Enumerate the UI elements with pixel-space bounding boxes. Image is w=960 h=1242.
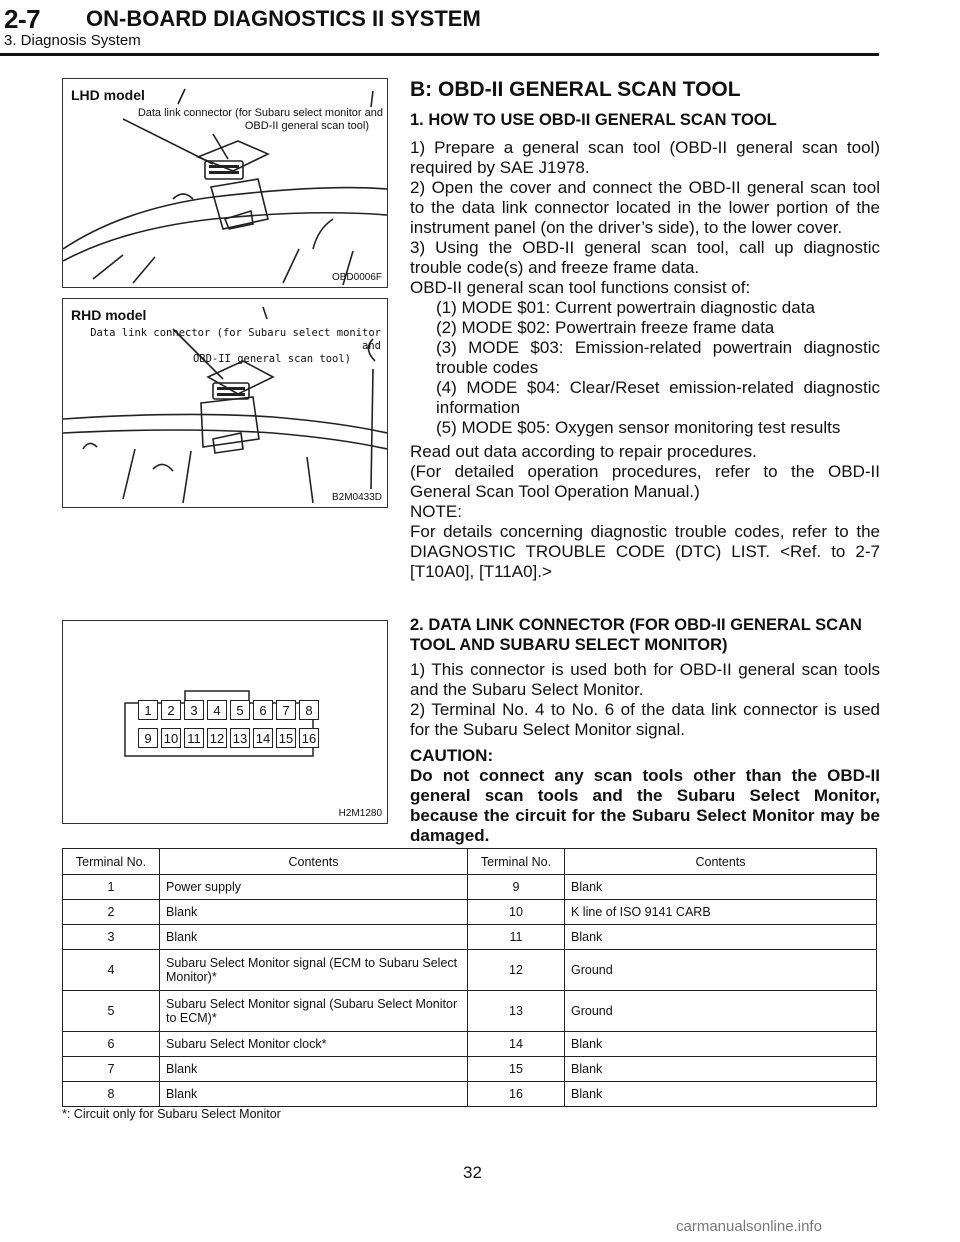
terminal-table [62, 848, 877, 1107]
terminal-number-cell: 12 [468, 950, 565, 991]
dlc-step-1: 1) This connector is used both for OBD-II general scan tools and the Subaru Select Monitor. [410, 660, 880, 699]
terminal-number-cell: 7 [63, 1057, 160, 1082]
page-title: ON-BOARD DIAGNOSTICS II SYSTEM [86, 6, 481, 31]
connector-pin: 7 [276, 700, 296, 720]
header-contents: Contents [160, 849, 468, 875]
contents-cell: Subaru Select Monitor signal (ECM to Subaru Select Monitor)* [160, 950, 468, 991]
table-row [63, 950, 877, 991]
table-row [63, 1082, 877, 1107]
contents-cell: Subaru Select Monitor clock* [160, 1032, 468, 1057]
note-label: NOTE: [410, 502, 462, 521]
header-rule [0, 53, 879, 56]
terminal-number-cell: 2 [63, 900, 160, 925]
connector-pin: 11 [184, 728, 204, 748]
contents-cell: Blank [565, 1082, 877, 1107]
contents-cell: Blank [160, 1082, 468, 1107]
table-row [63, 991, 877, 1032]
lhd-caption-line1: Data link connector (for Subaru select monitor and [137, 107, 383, 119]
detail-text: (For detailed operation procedures, refer to the OBD-II General Scan Tool Operation Manual.) [410, 462, 880, 501]
table-row [63, 875, 877, 900]
lhd-caption [83, 107, 383, 133]
lhd-model-label: LHD model [71, 87, 145, 103]
caution-label: CAUTION: [410, 746, 494, 765]
header-terminal-no: Terminal No. [468, 849, 565, 875]
connector-pin: 5 [230, 700, 250, 720]
terminal-number-cell: 14 [468, 1032, 565, 1057]
table-row [63, 1057, 877, 1082]
connector-pin: 16 [299, 728, 319, 748]
connector-pin: 8 [299, 700, 319, 720]
terminal-number-cell: 1 [63, 875, 160, 900]
contents-cell: Power supply [160, 875, 468, 900]
section-number: 2-7 [4, 4, 41, 34]
connector-pin: 9 [138, 728, 158, 748]
contents-cell: Subaru Select Monitor signal (Subaru Select Monitor to ECM)* [160, 991, 468, 1032]
rhd-caption-line1: Data link connector (for Subaru select monitor and [90, 327, 381, 352]
page-number: 32 [463, 1163, 482, 1182]
terminal-number-cell: 6 [63, 1032, 160, 1057]
contents-cell: Ground [565, 950, 877, 991]
contents-cell: Blank [565, 1032, 877, 1057]
functions-intro: OBD-II general scan tool functions consist of: [410, 278, 751, 297]
table-footnote: *: Circuit only for Subaru Select Monitor [62, 1107, 281, 1121]
table-row [63, 900, 877, 925]
terminal-number-cell: 16 [468, 1082, 565, 1107]
terminal-number-cell: 13 [468, 991, 565, 1032]
mode-item: (4) MODE $04: Clear/Reset emission-related diagnostic information [436, 378, 880, 417]
lhd-caption-line2: OBD-II general scan tool) [244, 120, 369, 132]
contents-cell: Blank [160, 900, 468, 925]
connector-pin: 15 [276, 728, 296, 748]
connector-figure-id: H2M1280 [338, 808, 382, 819]
rhd-model-label: RHD model [71, 307, 147, 323]
connector-pin: 13 [230, 728, 250, 748]
dlc-body [410, 660, 880, 846]
terminal-number-cell: 11 [468, 925, 565, 950]
lhd-figure-id: OBD0006F [331, 272, 382, 283]
terminal-number-cell: 10 [468, 900, 565, 925]
step-1: 1) Prepare a general scan tool (OBD-II general scan tool) required by SAE J1978. [410, 138, 880, 177]
note-text: For details concerning diagnostic trouble codes, refer to the DIAGNOSTIC TROUBLE CODE (DTC) LIST. <Ref. to 2-7 [T10A0], [T11A0].> [410, 522, 880, 581]
dlc-step-2: 2) Terminal No. 4 to No. 6 of the data link connector is used for the Subaru Select Monitor signal. [410, 700, 880, 739]
connector-pin: 6 [253, 700, 273, 720]
header-terminal-no: Terminal No. [63, 849, 160, 875]
mode-item: (5) MODE $05: Oxygen sensor monitoring test results [436, 418, 841, 437]
connector-pin: 4 [207, 700, 227, 720]
contents-cell: Blank [565, 1057, 877, 1082]
terminal-number-cell: 15 [468, 1057, 565, 1082]
contents-cell: Blank [160, 925, 468, 950]
sub-heading-1: 1. HOW TO USE OBD-II GENERAL SCAN TOOL [410, 111, 777, 129]
terminal-number-cell: 8 [63, 1082, 160, 1107]
terminal-number-cell: 4 [63, 950, 160, 991]
watermark: carmanualsonline.info [676, 1218, 822, 1235]
caution-text: Do not connect any scan tools other than the OBD-II general scan tools and the Subaru Select Monitor, because the circuit for the Subaru Select Monitor may be damaged. [410, 766, 880, 845]
terminal-number-cell: 9 [468, 875, 565, 900]
connector-pin: 14 [253, 728, 273, 748]
contents-cell: Blank [565, 925, 877, 950]
terminal-number-cell: 3 [63, 925, 160, 950]
mode-item: (1) MODE $01: Current powertrain diagnostic data [436, 298, 815, 317]
terminal-number-cell: 5 [63, 991, 160, 1032]
step-3: 3) Using the OBD-II general scan tool, call up diagnostic trouble code(s) and freeze frame data. [410, 238, 880, 277]
connector-pin: 12 [207, 728, 227, 748]
rhd-figure [62, 298, 388, 508]
section-b-body [410, 138, 880, 582]
lhd-figure [62, 78, 388, 288]
connector-pin: 10 [161, 728, 181, 748]
rhd-caption [77, 327, 381, 366]
table-row [63, 1032, 877, 1057]
table-header-row [63, 849, 877, 875]
contents-cell: Blank [565, 875, 877, 900]
section-b-heading: B: OBD-II GENERAL SCAN TOOL [410, 78, 741, 101]
contents-cell: Blank [160, 1057, 468, 1082]
section-subtitle: 3. Diagnosis System [4, 32, 141, 49]
contents-cell: Ground [565, 991, 877, 1032]
table-row [63, 925, 877, 950]
mode-item: (3) MODE $03: Emission-related powertrain diagnostic trouble codes [436, 338, 880, 377]
readout-text: Read out data according to repair procedures. [410, 442, 757, 461]
connector-outline [63, 621, 387, 823]
connector-figure [62, 620, 388, 824]
rhd-caption-line2: OBD-II general scan tool) [192, 353, 351, 365]
sub-heading-2: 2. DATA LINK CONNECTOR (FOR OBD-II GENERAL SCAN TOOL AND SUBARU SELECT MONITOR) [410, 616, 862, 654]
connector-pin: 1 [138, 700, 158, 720]
rhd-figure-id: B2M0433D [331, 492, 382, 503]
header-contents: Contents [565, 849, 877, 875]
contents-cell: K line of ISO 9141 CARB [565, 900, 877, 925]
connector-pin: 2 [161, 700, 181, 720]
mode-item: (2) MODE $02: Powertrain freeze frame data [436, 318, 775, 337]
connector-pin: 3 [184, 700, 204, 720]
step-2: 2) Open the cover and connect the OBD-II general scan tool to the data link connector located in the lower portion of the instrument panel (on the driver’s side), to the lower cover. [410, 178, 880, 237]
